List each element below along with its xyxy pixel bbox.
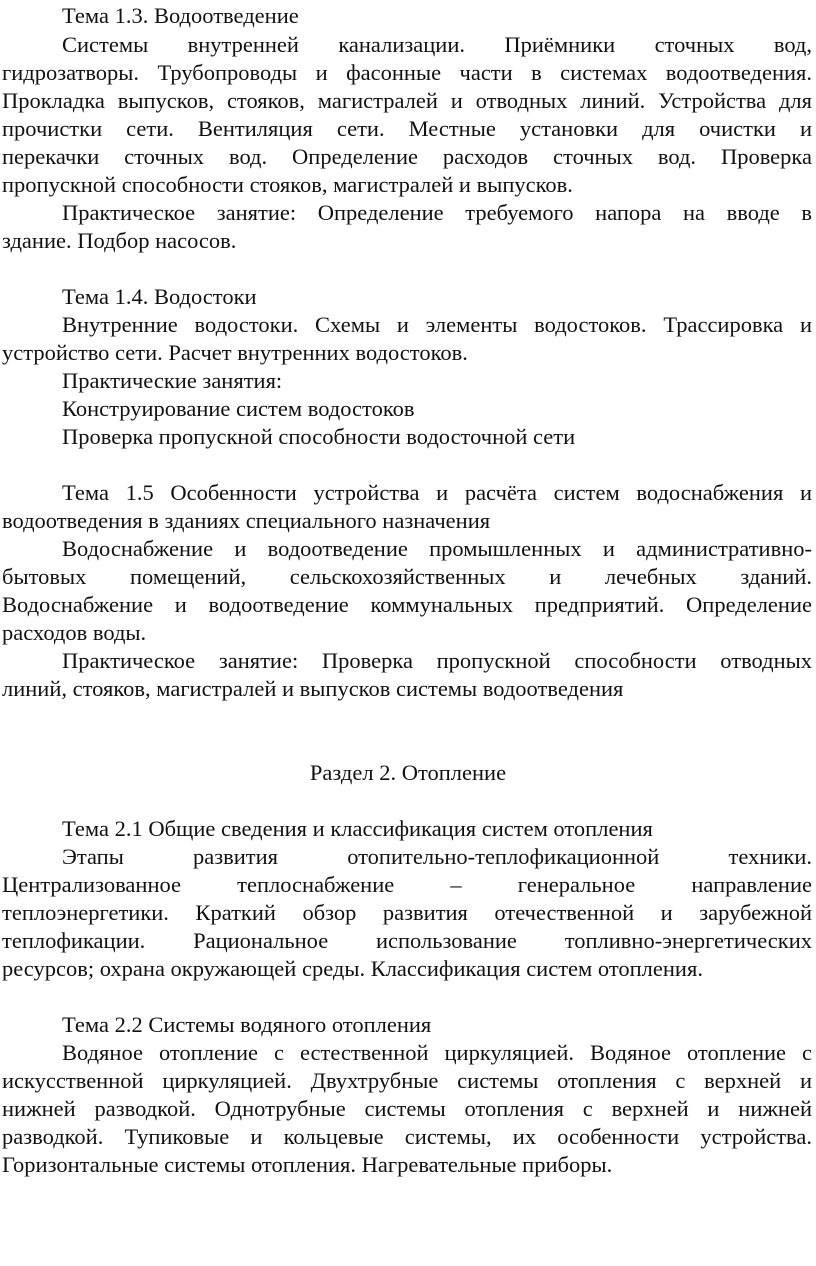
topic-1-4-practice-item: Конструирование систем водостоков bbox=[62, 396, 415, 421]
topic-1-3-text-line: пропускной способности стояков, магистралей и выпусков. bbox=[2, 172, 573, 197]
topic-2-1-text-line: теплоэнергетики. Краткий обзор развития отечественной и зарубежной bbox=[2, 900, 812, 925]
topic-2-1-title: Тема 2.1 Общие сведения и классификация систем отопления bbox=[62, 816, 653, 841]
topic-1-5-practice-line: Практическое занятие: Проверка пропускной способности отводных bbox=[62, 648, 812, 673]
topic-2-2-text-line: разводкой. Тупиковые и кольцевые системы, их особенности устройства. bbox=[2, 1124, 812, 1149]
topic-1-4-text-line: устройство сети. Расчет внутренних водостоков. bbox=[2, 340, 468, 365]
topic-1-5-text-line: бытовых помещений, сельскохозяйственных и лечебных зданий. bbox=[2, 564, 812, 589]
topic-2-2-title: Тема 2.2 Системы водяного отопления bbox=[62, 1012, 432, 1037]
topic-1-3-practice-line: здание. Подбор насосов. bbox=[2, 228, 237, 253]
topic-2-2-text-line: нижней разводкой. Однотрубные системы отопления с верхней и нижней bbox=[2, 1096, 812, 1121]
topic-2-2-text-line: искусственной циркуляцией. Двухтрубные системы отопления с верхней и bbox=[2, 1068, 812, 1093]
topic-1-5-practice-line: линий, стояков, магистралей и выпусков системы водоотведения bbox=[2, 676, 624, 701]
section-2-title: Раздел 2. Отопление bbox=[309, 760, 507, 785]
topic-1-4-practice-label: Практические занятия: bbox=[62, 368, 283, 393]
topic-1-5-text-line: Водоснабжение и водоотведение коммунальных предприятий. Определение bbox=[2, 592, 812, 617]
topic-1-5-title-line: Тема 1.5 Особенности устройства и расчёта систем водоснабжения и bbox=[62, 480, 812, 505]
topic-1-4-text-line: Внутренние водостоки. Схемы и элементы водостоков. Трассировка и bbox=[62, 312, 812, 337]
topic-1-5-text-line: расходов воды. bbox=[2, 620, 147, 645]
topic-2-1-text-line: Этапы развития отопительно-теплофикационной техники. bbox=[62, 844, 812, 869]
topic-1-5-title-line: водоотведения в зданиях специального назначения bbox=[2, 508, 491, 533]
topic-2-2-text-line: Водяное отопление с естественной циркуляцией. Водяное отопление с bbox=[62, 1040, 812, 1065]
topic-2-1-text-line: Централизованное теплоснабжение – генеральное направление bbox=[2, 872, 812, 897]
topic-2-1-text-line: теплофикации. Рациональное использование топливно-энергетических bbox=[2, 928, 812, 953]
topic-1-3-text-line: Системы внутренней канализации. Приёмники сточных вод, bbox=[62, 32, 812, 57]
topic-1-3-text-line: Прокладка выпусков, стояков, магистралей и отводных линий. Устройства для bbox=[2, 88, 812, 113]
topic-1-3-practice-line: Практическое занятие: Определение требуемого напора на вводе в bbox=[62, 200, 812, 225]
topic-2-1-text-line: ресурсов; охрана окружающей среды. Классификация систем отопления. bbox=[2, 956, 703, 981]
topic-1-3-text-line: прочистки сети. Вентиляция сети. Местные установки для очистки и bbox=[2, 116, 812, 141]
topic-1-4-title: Тема 1.4. Водостоки bbox=[62, 284, 257, 309]
topic-1-4-practice-item: Проверка пропускной способности водосточной сети bbox=[62, 424, 576, 449]
topic-1-3-text-line: перекачки сточных вод. Определение расходов сточных вод. Проверка bbox=[2, 144, 812, 169]
topic-1-3-title: Тема 1.3. Водоотведение bbox=[62, 3, 299, 28]
topic-1-3-text-line: гидрозатворы. Трубопроводы и фасонные части в системах водоотведения. bbox=[2, 60, 812, 85]
topic-2-2-text-line: Горизонтальные системы отопления. Нагревательные приборы. bbox=[2, 1152, 613, 1177]
topic-1-5-text-line: Водоснабжение и водоотведение промышленных и административно- bbox=[62, 536, 812, 561]
